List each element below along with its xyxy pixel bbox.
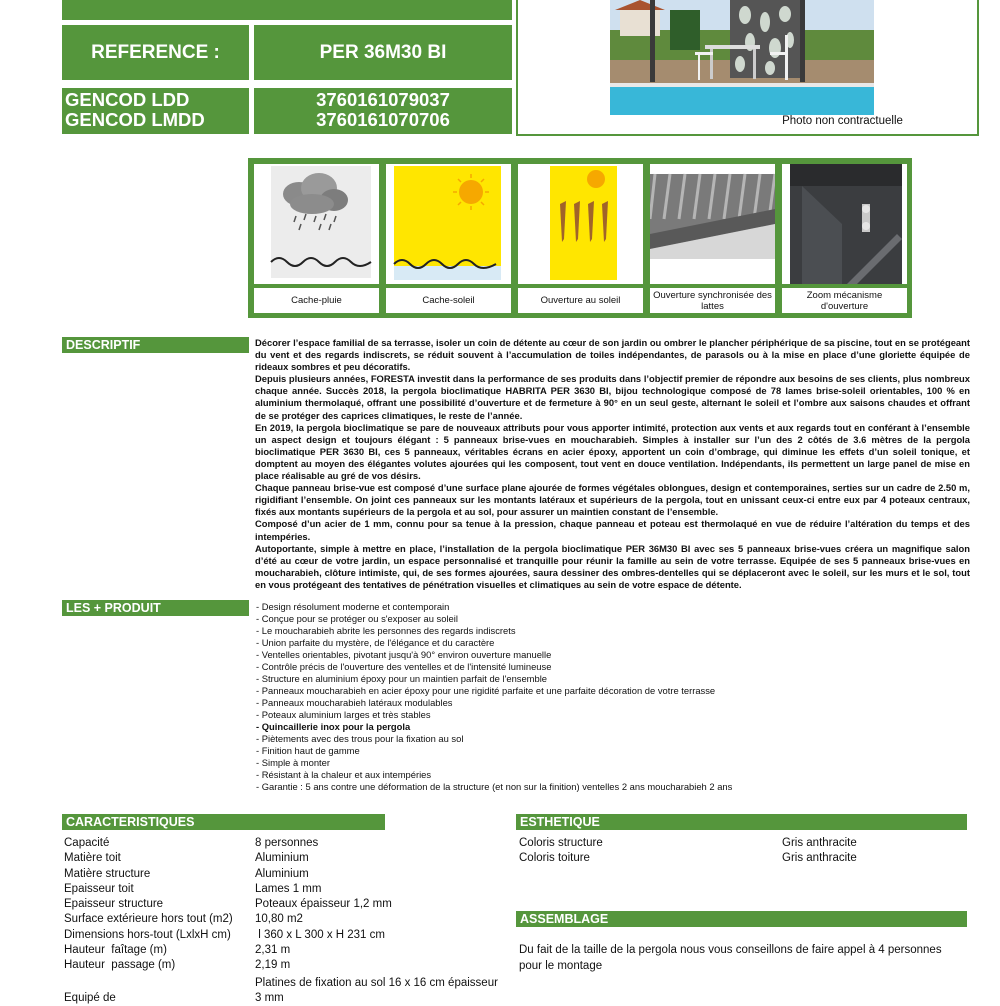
table-row — [64, 928, 504, 943]
sun-slats-icon — [518, 164, 643, 284]
list-item: - Quincaillerie inox pour la pergola — [256, 721, 411, 732]
descriptif-paragraph: Composé d’un acier de 1 mm, connu pour sa tenue à la pression, chaque panneau et poteau est thermolaqué en vue de réduire l’altération du temps et des intempéries. — [255, 518, 970, 542]
descriptif-paragraph: Depuis plusieurs années, FORESTA investit dans la performance de ses produits dans l’objectif premier de répondre aux besoins de ses clients, plus nombreux chaque année. Succès 2018, la pergola bioclimatique HABRITA PER 3630 BI, bijou technologique composé de 78 lames brise-soleil orientables, 100 % en aluminium thermolaqué, offrant une possibilité d’ouverture et de fermeture à 90° en un seul geste, alternant le soleil et l’ombre aux saisons chaudes et offrant de se protéger des caprices climatiques, le reste de l’année. — [255, 373, 970, 421]
esthetique-table — [519, 836, 959, 867]
list-item: - Conçue pour se protéger ou s'exposer au soleil — [256, 613, 458, 624]
table-row — [64, 836, 504, 851]
list-item: - Panneaux moucharabieh en acier époxy pour une rigidité parfaite et une parfaite décoration de votre terrasse — [256, 685, 716, 696]
spec-key: Matière toit — [64, 852, 121, 865]
table-row — [64, 867, 504, 882]
list-item: - Finition haut de gamme — [256, 745, 360, 756]
spec-key: Hauteur passage (m) — [64, 959, 176, 972]
feature-tile-slats — [650, 164, 775, 284]
list-item: - Piètements avec des trous pour la fixation au sol — [256, 733, 464, 744]
list-item: - Le moucharabieh abrite les personnes des regards indiscrets — [256, 625, 516, 636]
section-esthetique: ESTHETIQUE — [516, 814, 967, 830]
spec-value: Gris anthracite — [782, 837, 857, 849]
spec-value: 10,80 m2 — [255, 913, 303, 926]
list-item: - Structure en aluminium époxy pour un maintien parfait de l'ensemble — [256, 673, 548, 684]
list-item: - Ventelles orientables, pivotant jusqu'à 90° environ ouverture manuelle — [256, 649, 552, 660]
spec-value: 3 mm — [255, 991, 284, 1004]
feature-caption-sun: Cache-soleil — [386, 288, 511, 313]
spec-key: Coloris structure — [519, 837, 603, 849]
spec-key: Surface extérieure hors tout (m2) — [64, 913, 233, 926]
gencod-ldd-label: GENCOD LDD — [65, 89, 190, 110]
spec-key — [64, 976, 255, 991]
gencod-labels — [62, 88, 249, 134]
list-item: - Poteaux aluminium larges et très stables — [256, 709, 431, 720]
feature-tile-mechanism — [782, 164, 907, 284]
table-row — [519, 836, 959, 851]
table-row — [64, 851, 504, 866]
gencod-values — [254, 88, 512, 134]
descriptif-paragraph: En 2019, la pergola bioclimatique se pare de nouveaux attributs pour vous apporter intimité, protection aux vents et aux regards tout en conférant à l’ensemble un aspect design et toujours élégant : 5 panneaux brise-vues en moucharabieh. Simples à installer sur l’un des 2 côtés de 3.6 mètres de la pergola bioclimatique PER 3630 BI, ces 5 panneaux, véritables écrans en acier époxy, apportent un coin d’ombrage, qui diminue les effets d’un soleil tonique, et domptent au moyen des élégantes volutes ajourées qui les composent, tout vent en douce ventilation. Indépendants, ils permettent un large panel de mise en place réalisable au gré de vos désirs. — [255, 421, 970, 482]
gencod-lmdd-value: 3760161070706 — [316, 109, 450, 130]
table-row — [519, 851, 959, 866]
spec-value: Aluminium — [255, 852, 309, 865]
table-row — [64, 897, 504, 912]
spec-key: Epaisseur structure — [64, 898, 164, 911]
feature-tile-open-sun — [518, 164, 643, 284]
table-row — [64, 912, 504, 927]
photo-caption: Photo non contractuelle — [782, 115, 903, 127]
section-caracteristiques: CARACTERISTIQUES — [62, 814, 385, 830]
mechanism-photo — [782, 164, 907, 284]
spec-value: 2,31 m — [255, 944, 291, 957]
gencod-ldd-value: 3760161079037 — [316, 89, 450, 110]
list-item: - Panneaux moucharabieh latéraux modulables — [256, 697, 453, 708]
list-item: - Contrôle précis de l'ouverture des ventelles et de l'intensité lumineuse — [256, 661, 552, 672]
reference-value: PER 36M30 BI — [254, 25, 512, 80]
spec-value: l 360 x L 300 x H 231 cm — [255, 928, 385, 941]
spec-value: 2,19 m — [255, 959, 291, 972]
table-row — [64, 943, 504, 958]
descriptif-paragraph: Décorer l’espace familial de sa terrasse, isoler un coin de détente au cœur de son jardin ou ombrer le plancher périphérique de sa piscine, tout en se protégeant du vent et des regards indiscrets, se réduit souvent à l’accumulation de toiles indépendantes, de parasols ou à la mise en place d’une gloriette équipée de rideaux sombres et peu décoratifs. — [255, 337, 970, 373]
spec-value: Lames 1 mm — [255, 882, 322, 895]
section-produit: LES + PRODUIT — [62, 600, 249, 616]
gencod-lmdd-label: GENCOD LMDD — [65, 109, 205, 130]
section-assemblage: ASSEMBLAGE — [516, 911, 967, 927]
table-row — [64, 958, 504, 973]
list-item: - Résistant à la chaleur et aux intempéries — [256, 769, 432, 780]
feature-caption-slats: Ouverture synchronisée des lattes — [650, 288, 775, 313]
descriptif-paragraph: Chaque panneau brise-vue est composé d’une surface plane ajourée de formes végétales oblongues, design et contemporaines, serties sur un cadre de 2.50 m, rigidifiant l’ensemble. On joint ces panneaux sur les montants latéraux et supérieurs de la pergola, tout en unissant ceux-ci entre eux par 4 poteaux centraux, fixés aux montants supérieurs de la pergola et au sol, pour assurer un maintien constant de l’ensemble. — [255, 482, 970, 518]
product-photo — [610, 0, 874, 115]
descriptif-text — [255, 337, 970, 591]
top-banner-strip — [62, 0, 512, 20]
spec-key: Epaisseur toit — [64, 882, 134, 895]
sun-icon — [386, 164, 511, 284]
section-descriptif: DESCRIPTIF — [62, 337, 249, 353]
reference-label: REFERENCE : — [62, 25, 249, 80]
spec-value: Platines de fixation au sol 16 x 16 cm épaisseur — [255, 976, 498, 989]
feature-tile-rain — [254, 164, 379, 284]
list-item: - Simple à monter — [256, 757, 330, 768]
spec-value: Gris anthracite — [782, 852, 857, 865]
spec-key: Capacité — [64, 837, 110, 849]
feature-caption-rain: Cache-pluie — [254, 288, 379, 313]
slats-photo — [650, 164, 775, 284]
spec-key: Dimensions hors-tout (LxlxH cm) — [64, 928, 231, 941]
table-row — [64, 991, 504, 1006]
feature-caption-open-sun: Ouverture au soleil — [518, 288, 643, 313]
rain-cloud-icon — [254, 164, 379, 284]
spec-value: Aluminium — [255, 867, 309, 880]
produit-list — [256, 601, 976, 793]
spec-value: 8 personnes — [255, 837, 319, 849]
descriptif-paragraph: Autoportante, simple à mettre en place, l’installation de la pergola bioclimatique PER 36M30 BI avec ses 5 panneaux brise-vues créera un magnifique salon d’été au cœur de votre jardin, un espace personnalisé et tranquille pour réunir la famille au sein de votre terrasse. Equipée de ses 5 panneaux brise-vues en moucharabieh, clôture intimiste, qui, de ses formes ajourées, saura dessiner des ombres-dentelles qui se déplaceront avec le soleil, sur les murs et le sol, tout en vous protégeant des tentatives de pénétration visuelles et climatiques au sein de votre espace de détente. — [255, 542, 970, 590]
spec-key: Hauteur faîtage (m) — [64, 944, 167, 957]
spec-key: Matière structure — [64, 867, 151, 880]
caracteristiques-table — [64, 836, 504, 1006]
spec-key: Coloris toiture — [519, 852, 590, 865]
pergola-pool-photo — [610, 0, 874, 115]
list-item: - Design résolument moderne et contemporain — [256, 601, 450, 612]
list-item: - Union parfaite du mystère, de l'élégance et du caractère — [256, 637, 495, 648]
table-row — [64, 882, 504, 897]
feature-caption-mechanism: Zoom mécanisme d'ouverture — [782, 288, 907, 313]
table-row — [64, 976, 504, 991]
list-item: - Garantie : 5 ans contre une déformation de la structure (et non sur la finition) ventelles 2 ans moucharabieh 2 ans — [256, 781, 733, 792]
spec-key: Equipé de — [64, 991, 116, 1004]
assemblage-text: Du fait de la taille de la pergola nous vous conseillons de faire appel à 4 personnes pour le montage — [519, 944, 942, 972]
spec-value: Poteaux épaisseur 1,2 mm — [255, 898, 392, 911]
feature-tile-sun — [386, 164, 511, 284]
